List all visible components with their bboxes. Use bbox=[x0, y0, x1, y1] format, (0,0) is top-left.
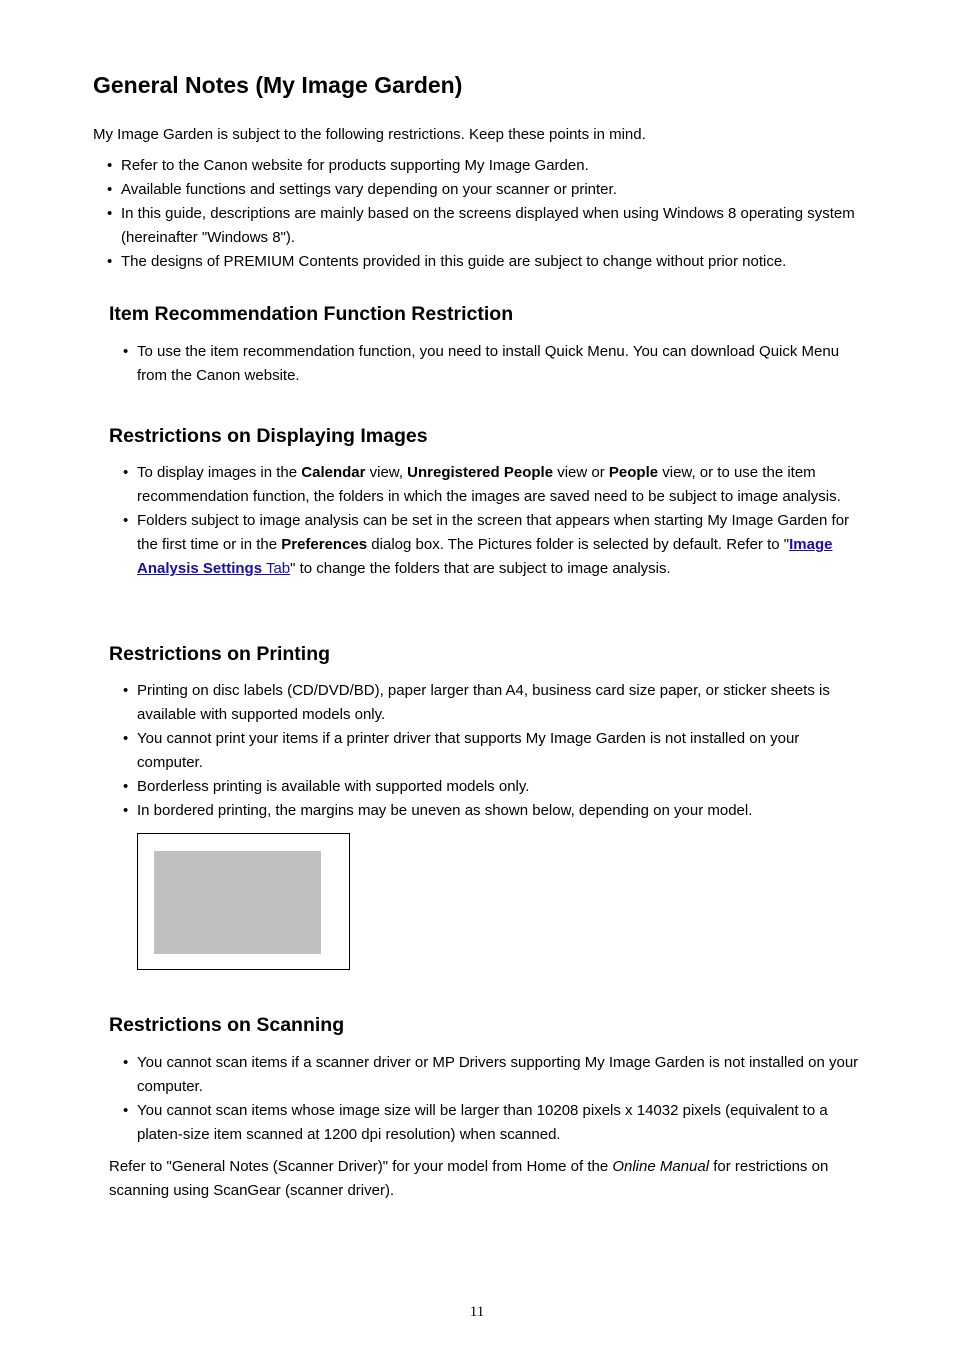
section-heading-displaying: Restrictions on Displaying Images bbox=[109, 425, 428, 447]
text: Folders subject to image analysis can be set in the screen that appears when starting My Image Garden for the first time or in the bbox=[137, 512, 850, 553]
text: Refer to "General Notes (Scanner Driver)" for your model from Home of the bbox=[109, 1158, 613, 1175]
section-heading-scanning: Restrictions on Scanning bbox=[109, 1014, 345, 1036]
list-item: • Available functions and settings vary depending on your scanner or printer. bbox=[121, 178, 866, 202]
ui-term-preferences: Preferences bbox=[281, 536, 368, 553]
text: view, or to use the item recommendation function, the folders in which the images are saved need to be subject to image analysis. bbox=[137, 464, 841, 505]
list-item: • You cannot scan items whose image size will be larger than 10208 pixels x 14032 pixels (equivalent to a platen-size item scanned at 1200 dpi resolution) when scanned. bbox=[137, 1099, 862, 1147]
text: dialog box. The Pictures folder is selected by default. Refer to " bbox=[367, 536, 790, 553]
list-item: • To use the item recommendation function, you need to install Quick Menu. You can download Quick Menu from the Canon website. bbox=[137, 340, 862, 388]
scanning-list bbox=[137, 1051, 862, 1147]
list-item: • You cannot print your items if a printer driver that supports My Image Garden is not installed on your computer. bbox=[137, 727, 862, 775]
list-item: • Borderless printing is available with supported models only. bbox=[137, 775, 862, 799]
online-manual-term: Online Manual bbox=[612, 1158, 710, 1175]
list-item: • The designs of PREMIUM Contents provided in this guide are subject to change without prior notice. bbox=[121, 250, 866, 274]
ui-term-people: People bbox=[608, 464, 659, 481]
list-item bbox=[137, 461, 862, 509]
list-item: • Refer to the Canon website for products supporting My Image Garden. bbox=[121, 154, 866, 178]
text: for restrictions on scanning using ScanGear (scanner driver). bbox=[109, 1158, 829, 1199]
displaying-list bbox=[137, 461, 862, 581]
printing-list bbox=[137, 679, 862, 823]
intro-text: My Image Garden is subject to the following restrictions. Keep these points in mind. bbox=[93, 126, 646, 143]
list-item: • Printing on disc labels (CD/DVD/BD), paper larger than A4, business card size paper, or sticker sheets is available with supported models only. bbox=[137, 679, 862, 727]
page-number: 11 bbox=[469, 1304, 485, 1320]
list-item: • In bordered printing, the margins may be uneven as shown below, depending on your model. bbox=[137, 799, 862, 823]
list-item bbox=[137, 509, 862, 581]
link-bold-text: Image Analysis Settings bbox=[137, 536, 833, 577]
list-item: • In this guide, descriptions are mainly based on the screens displayed when using Windows 8 operating system (hereinafter "Windows 8"). bbox=[121, 202, 866, 250]
text: view, bbox=[365, 464, 408, 481]
bordered-printing-margin-illustration bbox=[137, 833, 350, 970]
print-area-illustration bbox=[154, 851, 321, 954]
list-item: • You cannot scan items if a scanner driver or MP Drivers supporting My Image Garden is not installed on your computer. bbox=[137, 1051, 862, 1099]
section-heading-recommendation: Item Recommendation Function Restriction bbox=[109, 303, 514, 325]
link-plain-text: Tab bbox=[262, 560, 291, 577]
ui-term-unregistered-people: Unregistered People bbox=[407, 464, 554, 481]
general-notes-list bbox=[121, 154, 866, 274]
text: " to change the folders that are subject to image analysis. bbox=[290, 560, 671, 577]
recommendation-list bbox=[137, 340, 862, 388]
section-heading-printing: Restrictions on Printing bbox=[109, 643, 331, 665]
text: To display images in the bbox=[137, 464, 302, 481]
ui-term-calendar: Calendar bbox=[301, 464, 366, 481]
scanning-closing-note bbox=[109, 1155, 869, 1203]
page-title: General Notes (My Image Garden) bbox=[93, 72, 463, 98]
text: view or bbox=[553, 464, 609, 481]
